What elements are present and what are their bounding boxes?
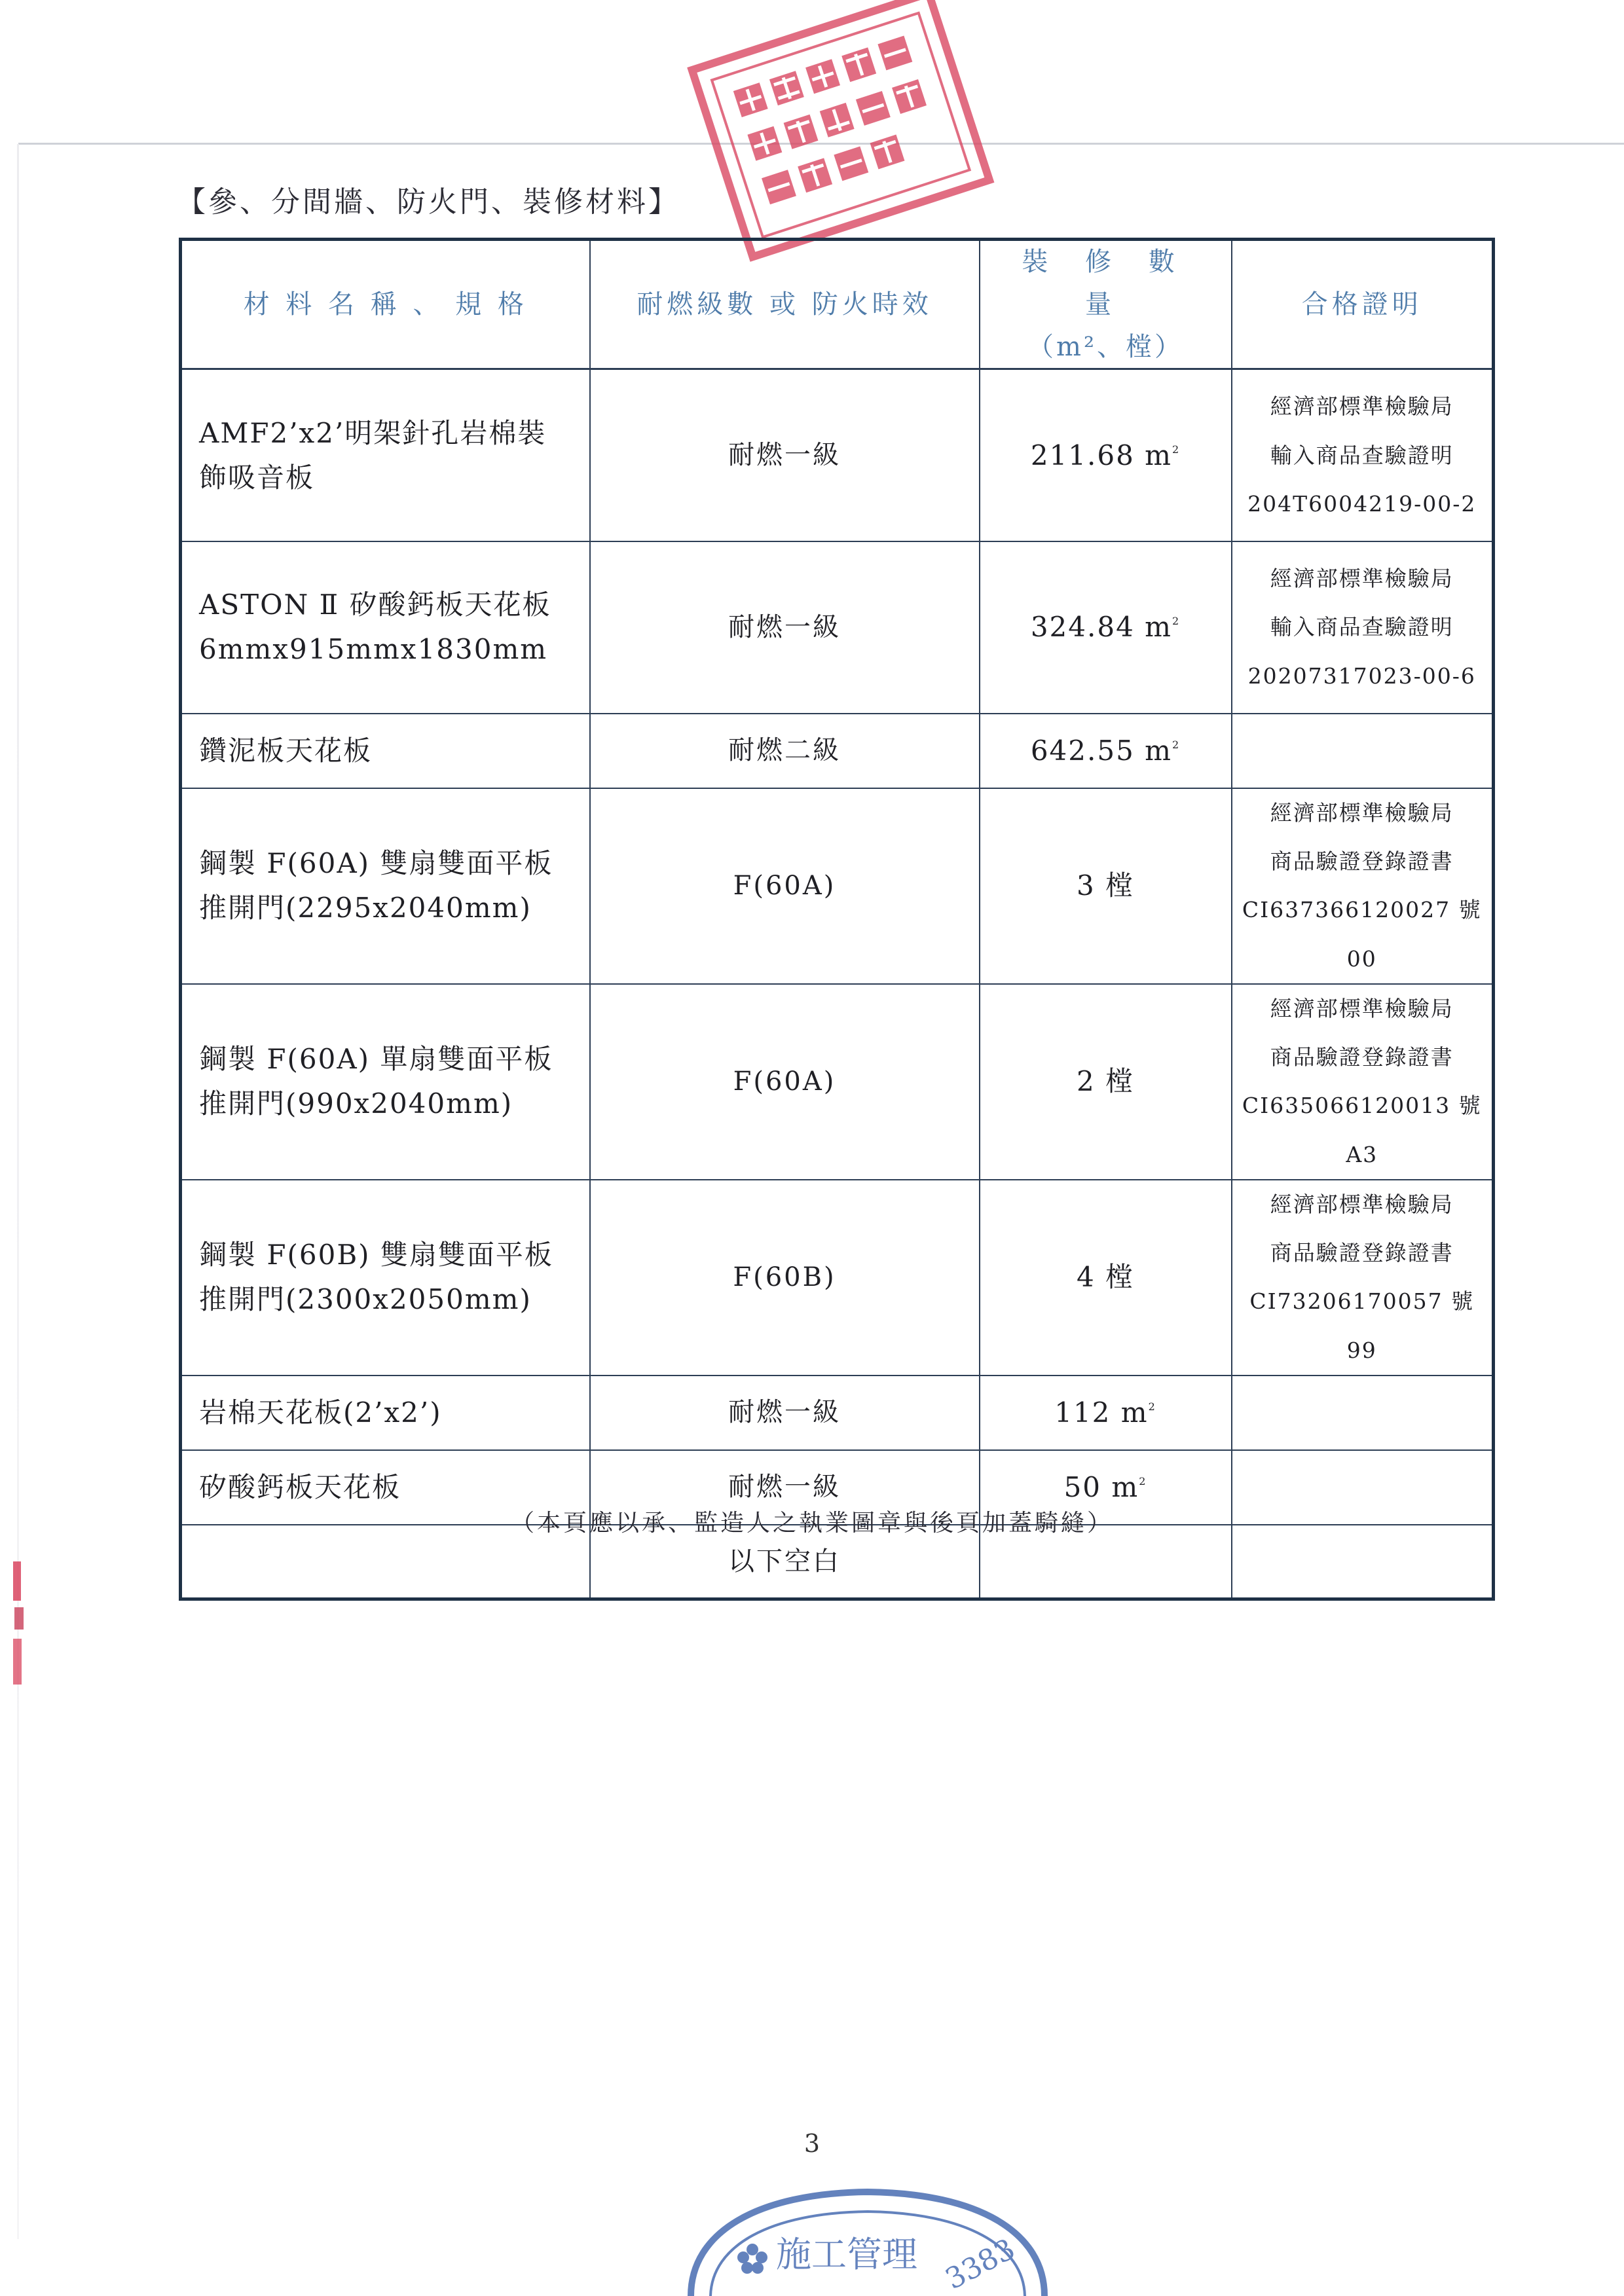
fire-rating: 耐燃二級 <box>590 714 980 788</box>
fire-rating: 耐燃一級 <box>590 1450 980 1525</box>
company-stamp <box>681 0 1008 275</box>
edge-seal-fragment <box>12 1561 26 1699</box>
quantity-unit: 樘 <box>1105 869 1135 902</box>
certificate <box>1232 788 1494 984</box>
table-row <box>181 1376 1494 1450</box>
seal-number: 3383 <box>940 2232 1021 2296</box>
certificate-agency: 經濟部標準檢驗局 <box>1270 995 1454 1021</box>
page-number: 3 <box>803 2129 821 2158</box>
table-row <box>181 1180 1494 1376</box>
quantity: 211.68 $m^2$ <box>980 369 1232 541</box>
quantity-value: 112 <box>1054 1396 1111 1429</box>
certificate-type: 商品驗證登錄證書 <box>1270 1240 1454 1266</box>
quantity: 50 $m^2$ <box>980 1450 1232 1525</box>
material-name: 岩棉天花板(2’x2’) <box>181 1376 590 1450</box>
table-row <box>181 369 1494 541</box>
material-name: 鋼製 F(60A) 單扇雙面平板推開門(990x2040mm) <box>181 984 590 1180</box>
quantity-unit: 樘 <box>1105 1065 1135 1098</box>
certificate <box>1232 369 1494 541</box>
quantity <box>980 1180 1232 1376</box>
certificate <box>1232 984 1494 1180</box>
quantity <box>980 984 1232 1180</box>
engineer-seal <box>665 2180 1071 2296</box>
certificate-type: 輸入商品查驗證明 <box>1270 442 1454 468</box>
certificate-number: 204T6004219-00-2 <box>1247 490 1477 517</box>
quantity-unit: m <box>1120 1396 1149 1429</box>
quantity: 642.55 $m^2$ <box>980 714 1232 788</box>
quantity-unit: m <box>1145 734 1172 767</box>
certificate-type: 商品驗證登錄證書 <box>1270 1044 1454 1070</box>
footnote: （本頁應以承、監造人之執業圖章與後頁加蓋騎縫） <box>510 1510 1113 1537</box>
certificate-type: 輸入商品查驗證明 <box>1270 614 1454 640</box>
certificate-number: CI73206170057 號 99 <box>1249 1288 1475 1363</box>
header-material: 材 料 名 稱 、 規 格 <box>181 240 590 369</box>
quantity <box>980 788 1232 984</box>
quantity-value: 4 <box>1076 1261 1096 1294</box>
table-header-row <box>181 240 1494 369</box>
certificate-number: CI635066120013 號 A3 <box>1242 1093 1482 1167</box>
table-row <box>181 984 1494 1180</box>
material-name: ASTON Ⅱ 矽酸鈣板天花板 6mmx915mmx1830mm <box>181 541 590 714</box>
table-row <box>181 541 1494 714</box>
quantity-unit: m <box>1111 1470 1139 1503</box>
certificate-number: CI637366120027 號 00 <box>1242 897 1482 972</box>
certificate <box>1232 541 1494 714</box>
header-quantity-line1: 裝 修 數 量 <box>1022 247 1189 319</box>
quantity: 324.84 $m^2$ <box>980 541 1232 714</box>
quantity-value: 3 <box>1076 869 1096 902</box>
blank-note: 以下空白 <box>590 1525 980 1599</box>
quantity-unit: 樘 <box>1105 1261 1135 1294</box>
table-row <box>181 714 1494 788</box>
header-certificate: 合格證明 <box>1232 240 1494 369</box>
certificate-agency: 經濟部標準檢驗局 <box>1270 393 1454 420</box>
fire-rating: F(60B) <box>590 1180 980 1376</box>
quantity-value: 642.55 <box>1030 734 1135 767</box>
header-quantity <box>980 240 1232 369</box>
table-row <box>181 788 1494 984</box>
quantity-unit: m <box>1145 439 1172 471</box>
quantity-unit: m <box>1145 611 1172 644</box>
quantity-value: 50 <box>1063 1470 1102 1503</box>
certificate <box>1232 1180 1494 1376</box>
material-name: AMF2’x2’明架針孔岩棉裝飾吸音板 <box>181 369 590 541</box>
materials-table <box>179 238 1495 1601</box>
quantity-value: 324.84 <box>1030 611 1135 644</box>
certificate <box>1232 1376 1494 1450</box>
material-name: 鋼製 F(60A) 雙扇雙面平板推開門(2295x2040mm) <box>181 788 590 984</box>
material-name: 鑽泥板天花板 <box>181 714 590 788</box>
fire-rating: F(60A) <box>590 984 980 1180</box>
quantity-value: 211.68 <box>1030 439 1135 471</box>
material-name: 鋼製 F(60B) 雙扇雙面平板推開門(2300x2050mm) <box>181 1180 590 1376</box>
header-rating: 耐燃級數 或 防火時效 <box>590 240 980 369</box>
section-title: 【參、分間牆、防火門、裝修材料】 <box>177 185 680 219</box>
fire-rating: 耐燃一級 <box>590 369 980 541</box>
material-name: 矽酸鈣板天花板 <box>181 1450 590 1525</box>
certificate-type: 商品驗證登錄證書 <box>1270 848 1454 875</box>
seal-text: 施工管理 <box>776 2234 917 2275</box>
fire-rating: F(60A) <box>590 788 980 984</box>
scan-left-edge <box>17 144 19 2239</box>
header-quantity-line2: （m²、樘） <box>1027 331 1183 362</box>
quantity: 112 $m^2$ <box>980 1376 1232 1450</box>
certificate-agency: 經濟部標準檢驗局 <box>1270 566 1454 592</box>
certificate-number: 20207317023-00-6 <box>1247 663 1476 689</box>
fire-rating: 耐燃一級 <box>590 541 980 714</box>
certificate-agency: 經濟部標準檢驗局 <box>1270 1191 1454 1217</box>
fire-rating: 耐燃一級 <box>590 1376 980 1450</box>
certificate-agency: 經濟部標準檢驗局 <box>1270 799 1454 826</box>
certificate <box>1232 714 1494 788</box>
quantity-value: 2 <box>1076 1065 1096 1098</box>
